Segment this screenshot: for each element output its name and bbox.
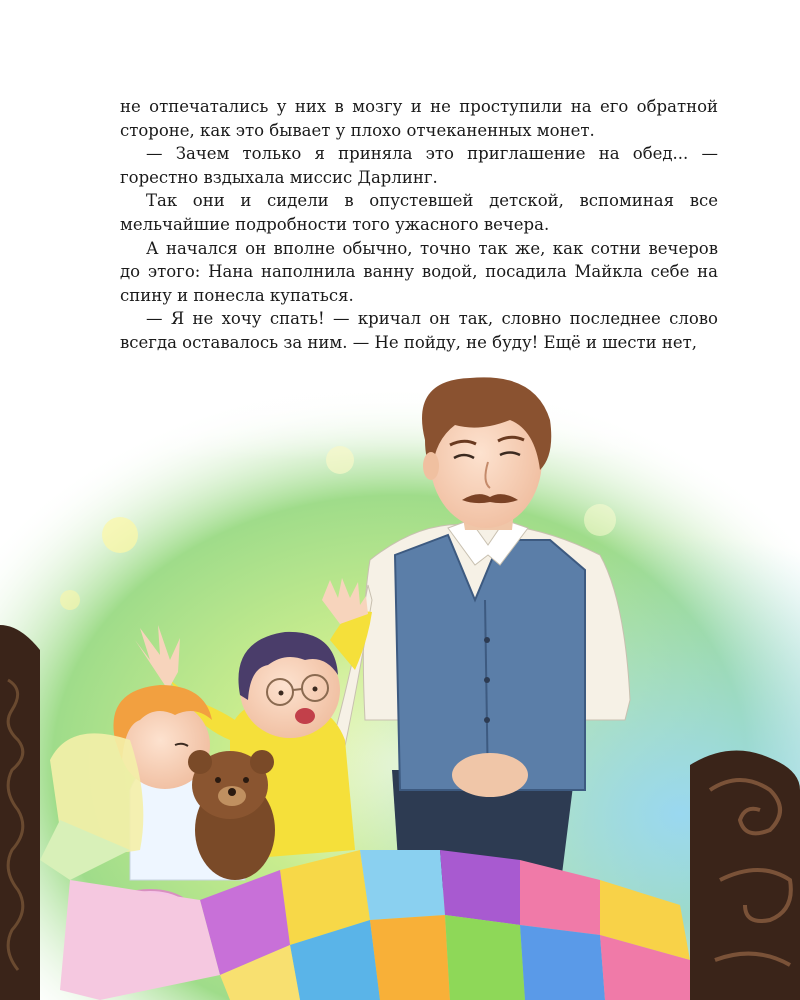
boy-mouth [295,708,315,724]
vest-button [484,637,490,643]
boy-eye [279,691,284,696]
boy-glasses-bridge [293,689,302,690]
background-fade [0,370,800,460]
bokeh-light [102,517,138,553]
quilt-patch [370,915,450,1000]
teddy-eye [243,777,249,783]
paragraph: А начался он вполне обычно, точно так же, как сотни вечеров до этого: Нана наполнила ванну водой, посадила Майкла себе на спину и понесла купаться. [120,238,718,305]
father-vest [395,535,585,790]
boy-eye [313,687,318,692]
teddy-eye [215,777,221,783]
quilt-patch [520,925,605,1000]
paragraph: не отпечатались у них в мозгу и не проступили на его обратной стороне, как это бывает у плохо отчеканенных монет. [120,97,718,140]
father-ear [423,452,439,480]
book-text [120,95,718,355]
vest-button [484,677,490,683]
paragraph: — Я не хочу спать! — кричал он так, словно последнее слово всегда оставалось за ним. — Не пойду, не буду! Ещё и шести нет, [120,309,718,352]
quilt-patch [360,850,445,920]
bokeh-light [60,590,80,610]
quilt-patch [440,850,520,925]
bokeh-light [584,504,616,536]
bed-frame-right [690,750,800,1000]
vest-button [484,717,490,723]
teddy-ear [188,750,212,774]
paragraph: — Зачем только я приняла это приглашение на обед... — горестно вздыхала миссис Дарлинг. [120,144,718,187]
teddy-ear [250,750,274,774]
paragraph: Так они и сидели в опустевшей детской, вспоминая все мельчайшие подробности того ужасного вечера. [120,191,718,234]
bed-frame-left [0,625,40,1000]
father-hands [452,753,528,797]
teddy-nose [228,788,236,796]
bokeh-light [326,446,354,474]
quilt-patch [445,915,525,1000]
